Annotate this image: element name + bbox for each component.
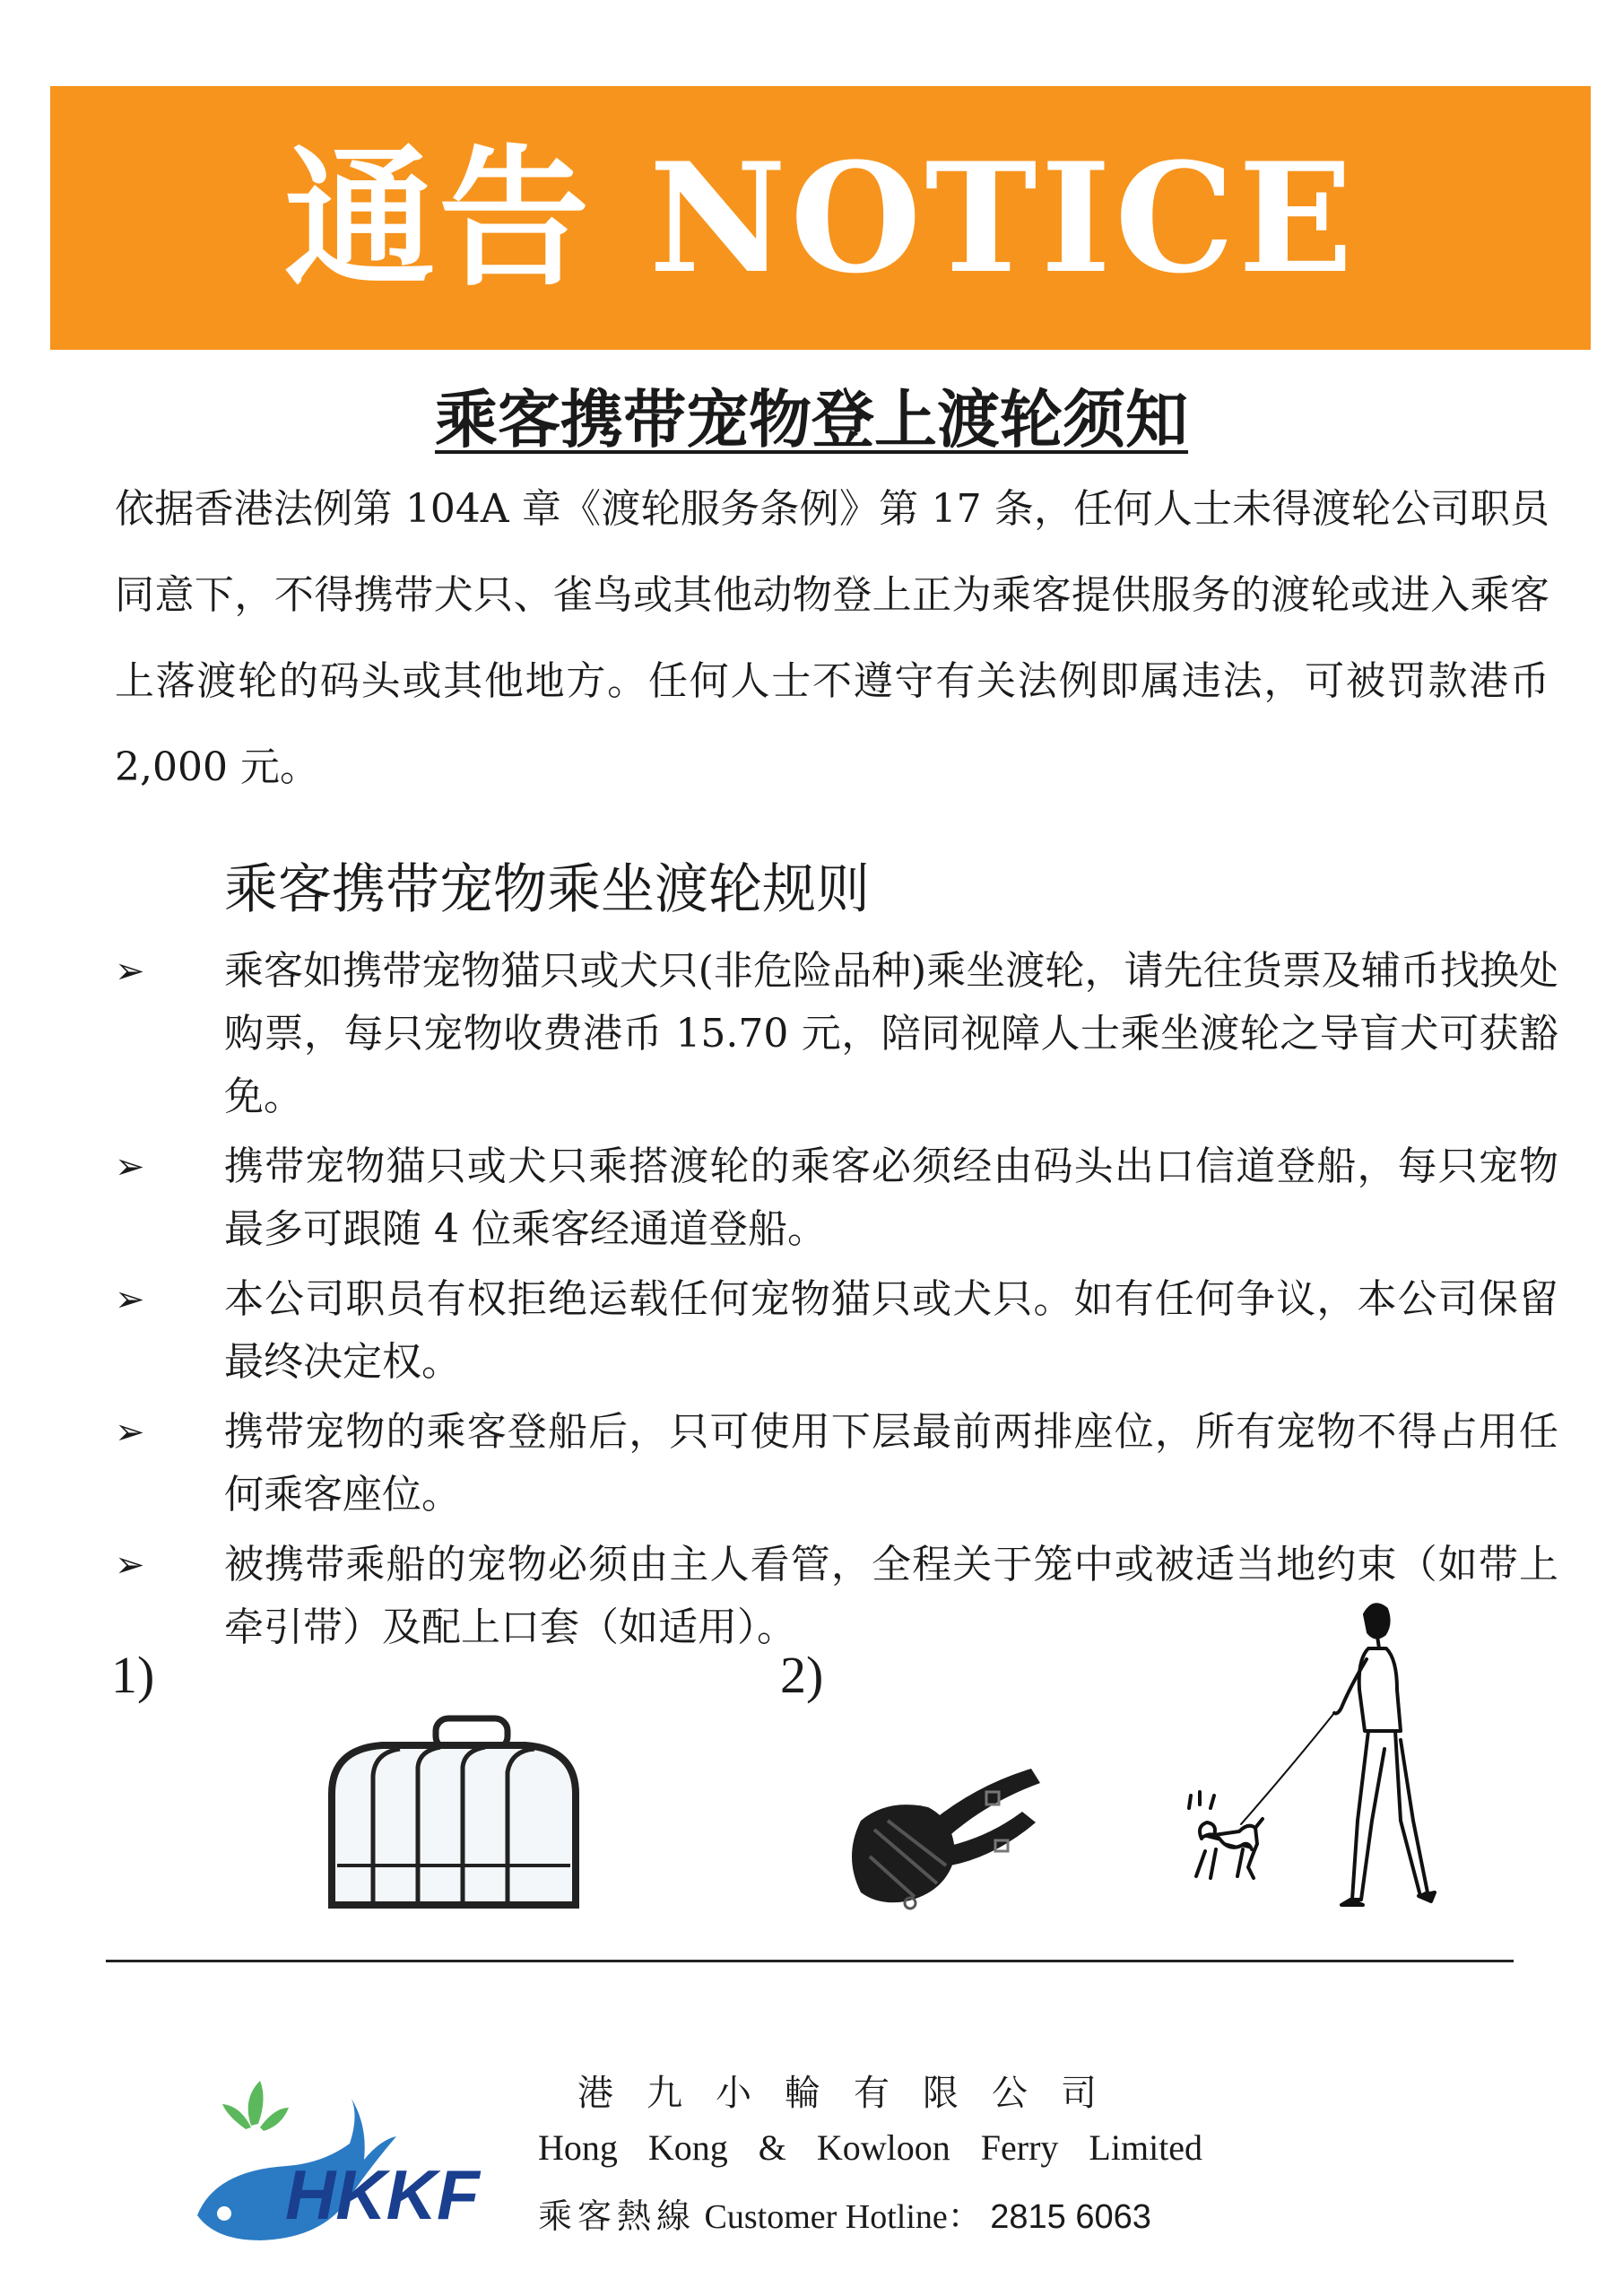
divider (106, 1960, 1514, 1962)
arrow-bullet-icon: ➢ (115, 1146, 145, 1187)
notice-banner (50, 86, 1591, 350)
hotline-label-zh: 乘客熱線 (538, 2196, 697, 2236)
rule-text: 本公司职员有权拒绝运载任何宠物猫只或犬只。如有任何争议，本公司保留最终决定权。 (224, 1276, 1558, 1385)
company-block (538, 2065, 1219, 2238)
logo-text: HKKF (285, 2155, 480, 2234)
illustration-number-1: 1) (111, 1646, 155, 1704)
dog-walker-on-leash-icon (1166, 1596, 1480, 1910)
illustration-number-2: 2) (780, 1646, 824, 1704)
company-name-zh: 港九小輪有限公司 (577, 2073, 1130, 2114)
list-item (115, 1401, 1558, 1526)
list-item (115, 1268, 1558, 1394)
company-name-en: Hong Kong & Kowloon Ferry Limited (538, 2127, 1203, 2168)
intro-paragraph: 依据香港法例第 104A 章《渡轮服务条例》第 17 条，任何人士未得渡轮公司职员同意下，不得携带犬只、雀鸟或其他动物登上正为乘客提供服务的渡轮或进入乘客上落渡轮的码头或其他地方。任何人士不遵守有关法例即属违法，可被罚款港币 2,000 元。 (115, 486, 1549, 790)
pet-carrier-icon (319, 1713, 588, 1914)
page-title: 乘客携带宠物登上渡轮须知 (435, 382, 1188, 457)
rules-heading: 乘客携带宠物乘坐渡轮规则 (224, 858, 870, 921)
hotline-number: 2815 6063 (990, 2198, 1151, 2236)
rule-text: 被携带乘船的宠物必须由主人看管，全程关于笼中或被适当地约束（如带上牵引带）及配上口套（如适用）。 (224, 1542, 1558, 1650)
banner-title: 通告 NOTICE (284, 129, 1357, 307)
arrow-bullet-icon: ➢ (115, 1279, 145, 1320)
list-item (115, 1135, 1558, 1261)
arrow-bullet-icon: ➢ (115, 951, 145, 992)
dog-muzzle-icon (843, 1758, 1049, 1910)
customer-hotline (538, 2188, 1219, 2238)
arrow-bullet-icon: ➢ (115, 1412, 145, 1453)
hkkf-logo (188, 2063, 511, 2251)
rule-text: 乘客如携带宠物猫只或犬只(非危险品种)乘坐渡轮，请先往货票及辅币找换处购票，每只宠物收费港币 15.70 元，陪同视障人士乘坐渡轮之导盲犬可获豁免。 (224, 948, 1558, 1119)
rule-text: 携带宠物猫只或犬只乘搭渡轮的乘客必须经由码头出口信道登船，每只宠物最多可跟随 4 位乘客经通道登船。 (224, 1144, 1558, 1252)
rule-text: 携带宠物的乘客登船后，只可使用下层最前两排座位，所有宠物不得占用任何乘客座位。 (224, 1409, 1558, 1518)
rules-list (115, 940, 1558, 1666)
hotline-label-en: Customer Hotline： (704, 2198, 982, 2236)
arrow-bullet-icon: ➢ (115, 1544, 145, 1586)
list-item (115, 940, 1558, 1128)
